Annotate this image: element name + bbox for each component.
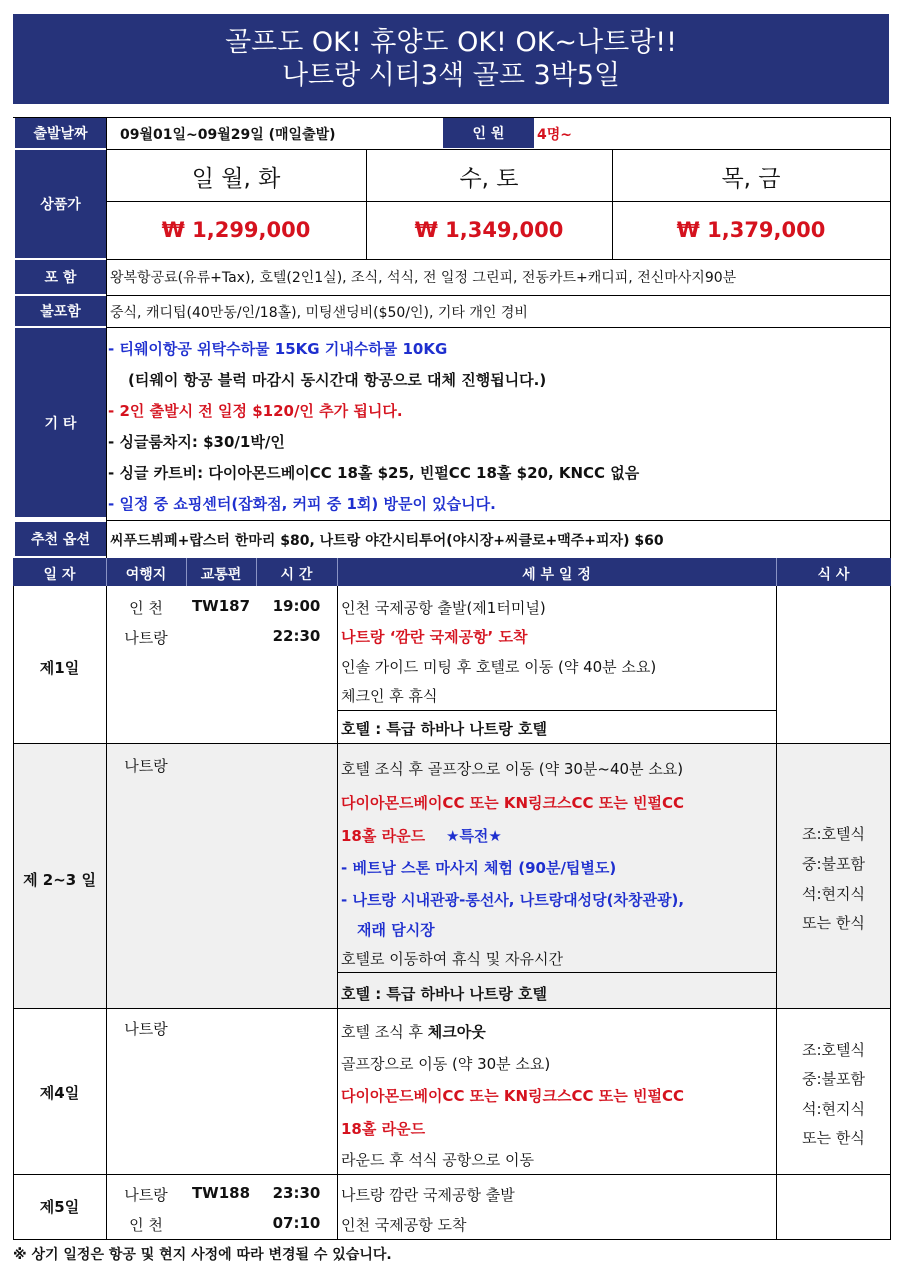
day23-meal-4: 또는 한식 <box>802 914 865 932</box>
price-label: 상품가 <box>15 150 106 258</box>
day5-place-2: 인 천 <box>129 1216 163 1234</box>
day4-meal-3: 석:현지식 <box>801 1100 865 1118</box>
header-date: 일 자 <box>43 567 76 583</box>
header-meals: 식 사 <box>817 567 850 583</box>
price-value-1: ₩ 1,299,000 <box>161 218 311 242</box>
day1-place-2: 나트랑 <box>124 629 168 647</box>
day1-line-1: 인천 국제공항 출발(제1터미널) <box>341 599 546 617</box>
day4-line-1 <box>341 1021 486 1042</box>
day5-label: 제5일 <box>39 1198 80 1216</box>
day23-meal-3: 석:현지식 <box>801 885 865 903</box>
day4-line-5: 라운드 후 석식 공항으로 이동 <box>341 1151 534 1169</box>
day5-time-2: 07:10 <box>272 1214 321 1232</box>
day4-label: 제4일 <box>39 1084 80 1102</box>
day23-line-tour: - 나트랑 시내관광-롱선사, 나트랑대성당(차창관광), <box>341 891 685 909</box>
day4-line-2: 골프장으로 이동 (약 30분 소요) <box>341 1055 551 1073</box>
day23-meal-2: 중:불포함 <box>801 855 865 873</box>
day4-place: 나트랑 <box>124 1020 168 1038</box>
header-place: 여행지 <box>125 567 167 583</box>
day4-meal-2: 중:불포함 <box>801 1070 865 1088</box>
etc-line-substitute: (티웨이 항공 블럭 마감시 동시간대 항공으로 대체 진행됩니다.) <box>128 371 547 389</box>
day23-line-massage: - 베트남 스톤 마사지 체험 (90분/팁별도) <box>341 859 617 877</box>
header-transport: 교통편 <box>200 567 242 583</box>
header-details: 세 부 일 정 <box>522 567 591 583</box>
day4-line-3: 다이아몬드베이CC 또는 KN링크스CC 또는 빈펄CC <box>341 1087 684 1105</box>
day4-line-4: 18홀 라운드 <box>341 1120 426 1138</box>
day23-line-rest: 호텔로 이동하여 휴식 및 자유시간 <box>341 950 563 968</box>
price-day-wed-sat: 수, 토 <box>459 166 519 192</box>
footer-notice: ※ 상기 일정은 항공 및 현지 사정에 따라 변경될 수 있습니다. <box>13 1247 392 1263</box>
day1-line-2: 나트랑 ‘깜란 국제공항’ 도착 <box>341 628 528 646</box>
etc-line-two-people: - 2인 출발시 전 일정 $120/인 추가 됩니다. <box>108 402 403 420</box>
price-value-3: ₩ 1,379,000 <box>676 218 826 242</box>
people-label: 인 원 <box>443 118 534 148</box>
day23-hotel: 호텔 : 특급 하바나 나트랑 호텔 <box>341 985 547 1003</box>
day23-meal-1: 조:호텔식 <box>801 825 865 843</box>
include-label: 포 함 <box>15 260 106 294</box>
day23-label: 제 2~3 일 <box>23 871 96 889</box>
day4-meal-1: 조:호텔식 <box>801 1041 865 1059</box>
day23-special-badge: ★특전★ <box>446 827 502 845</box>
banner-title-line2: 나트랑 시티3색 골프 3박5일 <box>281 60 621 91</box>
day1-time-2: 22:30 <box>272 627 321 645</box>
day1-place-1: 인 천 <box>129 599 163 617</box>
day23-line-1: 호텔 조식 후 골프장으로 이동 (약 30분~40분 소요) <box>341 760 684 778</box>
day23-place: 나트랑 <box>124 757 168 775</box>
title-banner <box>13 14 889 104</box>
day5-time-1: 23:30 <box>272 1184 321 1202</box>
etc-line-baggage: - 티웨이항공 위탁수하물 15KG 기내수하물 10KG <box>108 340 448 358</box>
day5-flight: TW188 <box>191 1184 251 1202</box>
day1-line-3: 인솔 가이드 미팅 후 호텔로 이동 (약 40분 소요) <box>341 658 657 676</box>
day1-label: 제1일 <box>39 659 80 677</box>
day1-hotel: 호텔 : 특급 하바나 나트랑 호텔 <box>341 720 547 738</box>
day5-line-1: 나트랑 깜란 국제공항 출발 <box>341 1186 515 1204</box>
day23-line-3: 18홀 라운드 <box>341 827 426 845</box>
depart-date-label: 출발날짜 <box>15 118 106 148</box>
day4-checkout-text: 체크아웃 <box>427 1023 486 1041</box>
include-value: 왕복항공료(유류+Tax), 호텔(2인1실), 조식, 석식, 전 일정 그린피, 전동카트+캐디피, 전신마사지90분 <box>110 270 737 286</box>
option-label: 추천 옵션 <box>15 522 106 556</box>
banner-title-line1: 골프도 OK! 휴양도 OK! OK~나트랑!! <box>225 27 677 58</box>
day4-meal-4: 또는 한식 <box>802 1129 865 1147</box>
price-day-mon-tue: 일 월, 화 <box>191 166 281 192</box>
day1-line-4: 체크인 후 휴식 <box>341 687 438 705</box>
day4-line-1-text: 호텔 조식 후 <box>341 1023 428 1041</box>
option-value: 씨푸드뷔페+랍스터 한마리 $80, 나트랑 야간시티투어(야시장+씨클로+맥주+피자) $60 <box>110 533 664 549</box>
day23-line-2: 다이아몬드베이CC 또는 KN링크스CC 또는 빈펄CC <box>341 794 684 812</box>
day5-place-1: 나트랑 <box>124 1186 168 1204</box>
etc-line-single-room: - 싱글룸차지: $30/1박/인 <box>108 433 285 451</box>
depart-date-value: 09월01일~09월29일 (매일출발) <box>120 127 336 143</box>
day5-line-2: 인천 국제공항 도착 <box>341 1216 467 1234</box>
day1-flight: TW187 <box>191 597 251 615</box>
exclude-label: 불포함 <box>15 296 106 326</box>
people-value: 4명~ <box>537 127 572 143</box>
day23-line-market: 재래 담시장 <box>357 921 435 939</box>
price-day-thu-fri: 목, 금 <box>721 166 781 192</box>
etc-label: 기 타 <box>15 328 106 517</box>
header-time: 시 간 <box>280 567 313 583</box>
etc-line-single-cart: - 싱글 카트비: 다이아몬드베이CC 18홀 $25, 빈펄CC 18홀 $20, KNCC 없음 <box>108 464 640 482</box>
price-value-2: ₩ 1,349,000 <box>414 218 564 242</box>
etc-line-shopping: - 일정 중 쇼핑센터(잡화점, 커피 중 1회) 방문이 있습니다. <box>108 495 496 513</box>
exclude-value: 중식, 캐디팁(40만동/인/18홀), 미팅샌딩비($50/인), 기타 개인 경비 <box>110 305 528 321</box>
day1-time-1: 19:00 <box>272 597 321 615</box>
